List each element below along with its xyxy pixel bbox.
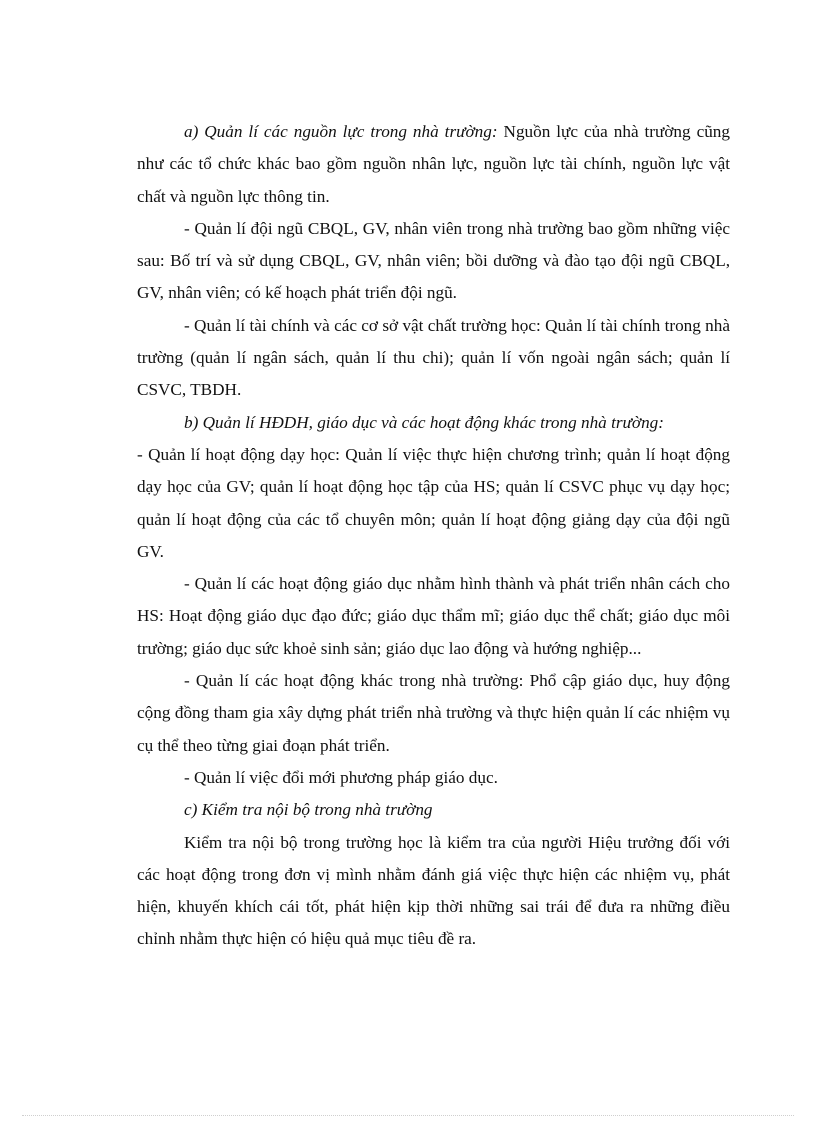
paragraph-other-activities: - Quản lí các hoạt động khác trong nhà trường: Phổ cập giáo dục, huy động cộng đồng tham gia xây dựng phát triển nhà trường và thực hiện quản lí các nhiệm vụ cụ thể theo từng giai đoạn phát triển. [137, 671, 730, 755]
section-a-heading: a) Quản lí các nguồn lực trong nhà trường: [184, 122, 498, 141]
document-page [137, 116, 730, 956]
paragraph-teaching-management: - Quản lí hoạt động dạy học: Quản lí việc thực hiện chương trình; quản lí hoạt động dạy học của GV; quản lí hoạt động học tập của HS; quản lí CSVC phục vụ dạy học; quản lí hoạt động của các tổ chuyên môn; quản lí hoạt động giảng dạy của đội ngũ GV. [137, 444, 730, 561]
page-bottom-divider [22, 1115, 794, 1116]
section-c-heading: c) Kiểm tra nội bộ trong nhà trường [184, 800, 433, 820]
paragraph-method-innovation: - Quản lí việc đổi mới phương pháp giáo dục. [184, 767, 498, 787]
section-b-heading: b) Quản lí HĐDH, giáo dục và các hoạt động khác trong nhà trường: [184, 412, 664, 432]
paragraph-resources-body: Nguồn lực của nhà trường cũng như các tổ chức khác bao gồm nguồn nhân lực, nguồn lực tài chính, nguồn lực vật chất và nguồn lực thông tin. [137, 122, 730, 206]
paragraph-finance-management: - Quản lí tài chính và các cơ sở vật chất trường học: Quản lí tài chính trong nhà trường (quản lí ngân sách, quản lí thu chi); quản lí vốn ngoài ngân sách; quản lí CSVC, TBDH. [137, 315, 730, 400]
paragraph-education-activities: - Quản lí các hoạt động giáo dục nhằm hình thành và phát triển nhân cách cho HS: Hoạt động giáo dục đạo đức; giáo dục thẩm mĩ; giáo dục thể chất; giáo dục môi trường; giáo dục sức khoẻ sinh sản; giáo dục lao động và hướng nghiệp... [137, 574, 730, 658]
paragraph-staff-management: - Quản lí đội ngũ CBQL, GV, nhân viên trong nhà trường bao gồm những việc sau: Bố trí và sử dụng CBQL, GV, nhân viên; bồi dưỡng và đào tạo đội ngũ CBQL, GV, nhân viên; có kế hoạch phát triển đội ngũ. [137, 218, 730, 303]
paragraph-resources [137, 116, 730, 213]
paragraph-internal-inspection: Kiểm tra nội bộ trong trường học là kiểm tra của người Hiệu trưởng đối với các hoạt động trong đơn vị mình nhằm đánh giá việc thực hiện các nhiệm vụ, phát hiện, khuyến khích cái tốt, phát hiện kịp thời những sai trái để đưa ra những điều chỉnh nhằm thực hiện có hiệu quả mục tiêu đề ra. [137, 832, 730, 949]
